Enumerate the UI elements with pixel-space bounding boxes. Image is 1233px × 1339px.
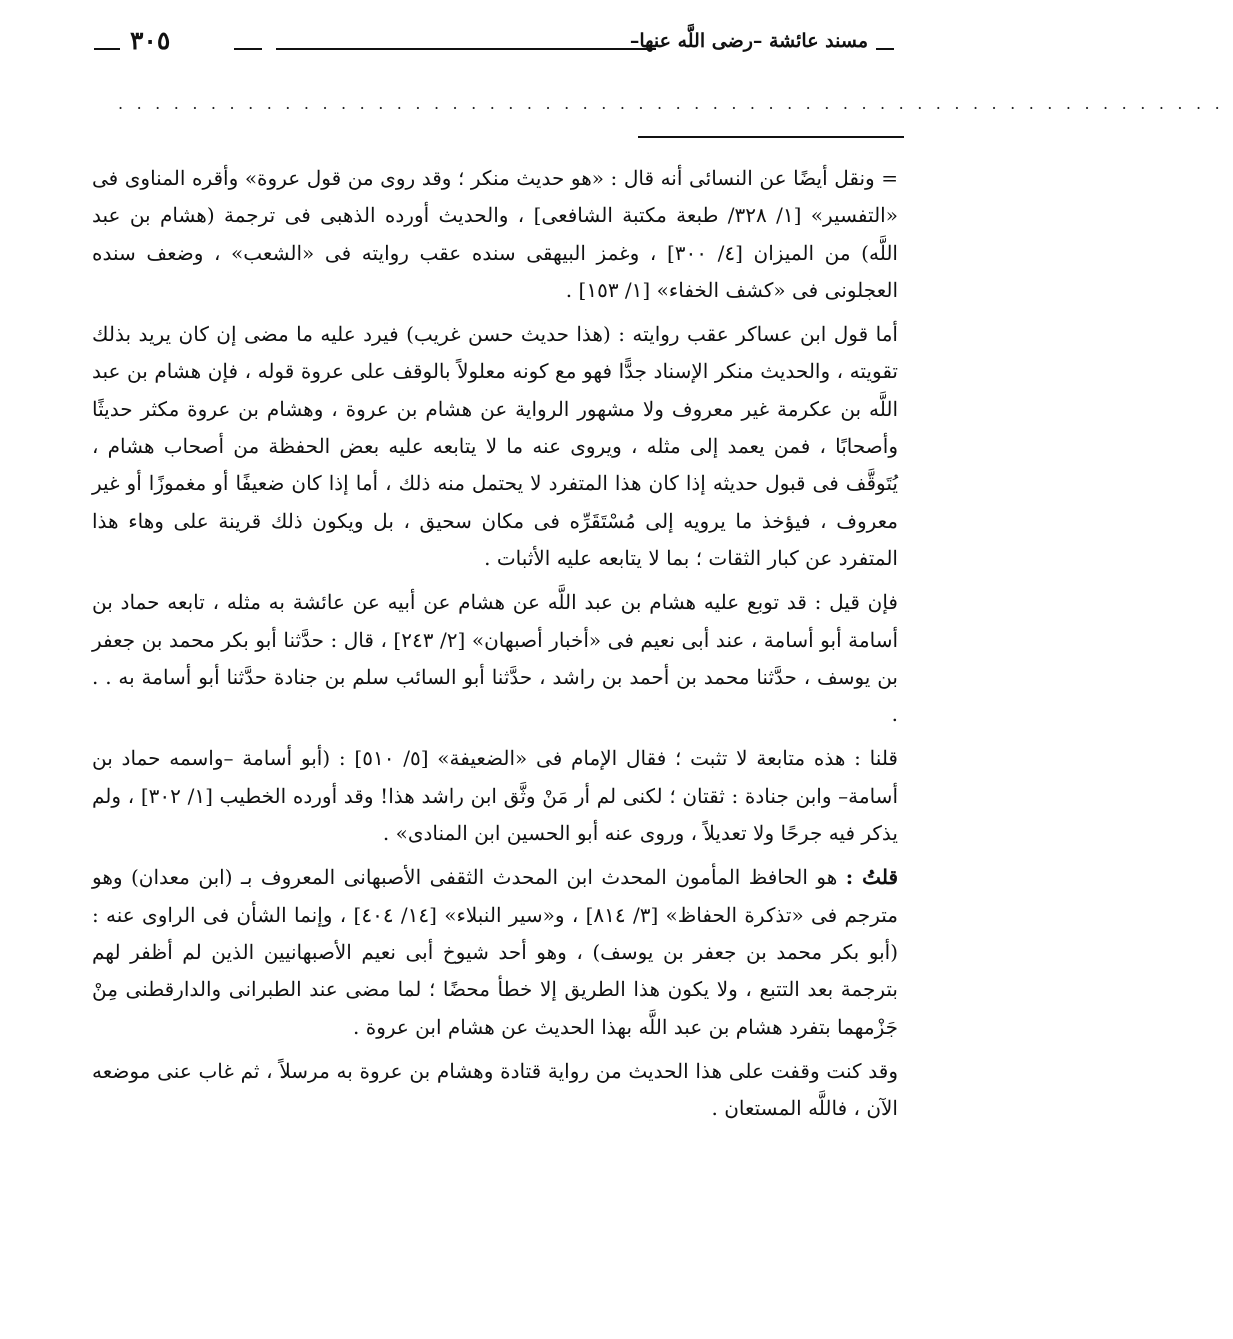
footnote-paragraph: [92, 316, 898, 577]
footnote-separator: [638, 136, 904, 138]
paragraph-text: ونقل أيضًا عن النسائى أنه قال : «هو حديث منكر ؛ وقد روى من قول عروة» وأقره المناوى فى «التفسير» [١/ ٣٢٨/ طبعة مكتبة الشافعى] ، والحديث أورده الذهبى فى ترجمة (هشام بن عبد اللَّه) من الميزان [٤/ ٣٠٠] ، وغمز البيهقى سنده عقب روايته فى «الشعب» ، وضعف سنده العجلونى فى «كشف الخفاء» [١/ ١٥٣] .: [92, 166, 898, 302]
footnote-paragraph: [92, 859, 898, 1045]
running-header: [86, 28, 894, 64]
paragraph-text: فإن قيل : قد توبع عليه هشام بن عبد اللَّه عن هشام عن أبيه عن عائشة به مثله ، تابعه حماد بن أسامة أبو أسامة ، عند أبى نعيم فى «أخبار أصبهان» [٢/ ٢٤٣] ، قال : حدَّثنا أبو بكر محمد بن جعفر بن يوسف ، حدَّثنا محمد بن أحمد بن راشد ، حدَّثنا أبو السائب سلم بن جنادة حدَّثنا أبو أسامة به . . .: [92, 590, 899, 727]
header-dash: [94, 48, 120, 50]
footnote-paragraph: [92, 1053, 898, 1128]
footnote-paragraph: [92, 584, 898, 733]
header-title: مسند عائشة –رضى اللَّه عنها–: [629, 30, 868, 52]
header-dash: [876, 48, 894, 50]
footnote-body: [92, 160, 898, 1134]
footnote-paragraph: [92, 740, 898, 852]
paragraph-text: أما قول ابن عساكر عقب روايته : (هذا حديث حسن غريب) فيرد عليه ما مضى إن كان يريد بذلك تقويته ، والحديث منكر الإسناد جدًّا فهو مع كونه معلولاً بالوقف على عروة قوله ، فإن هشام بن عبد اللَّه بن عكرمة غير معروف ولا مشهور الرواية عن هشام بن عروة ، وهشام بن عروة مكثر حديثًا وأصحابًا ، فمن يعمد إلى مثله ، ويروى عنه ما لا يتابعه عليه بعض الحفظة من أصحاب هشام ، يُتَوقَّف فى قبول حديثه إذا كان هذا المتفرد لا يحتمل منه ذلك ، أما إذا كان ضعيفًا أو مغموزًا أو غير معروف ، فيؤخذ ما يرويه إلى مُسْتَقَرِّه فى مكان سحيق ، بل ويكون ذلك قرينة على وهاء هذا المتفرد عن كبار الثقات ؛ بما لا يتابعه عليه الأثبات .: [92, 322, 898, 570]
paragraph-text: قلنا : هذه متابعة لا تثبت ؛ فقال الإمام فى «الضعيفة» [٥/ ٥١٠] : (أبو أسامة –واسمه حماد بن أسامة– وابن جنادة : ثقتان ؛ لكنى لم أر مَنْ وثَّق ابن راشد هذا! وقد أورده الخطيب [١/ ٣٠٢] ، ولم يذكر فيه جرحًا ولا تعديلاً ، وروى عنه أبو الحسين ابن المنادى» .: [92, 746, 898, 846]
paragraph-text: وقد كنت وقفت على هذا الحديث من رواية قتادة وهشام بن عروة به مرسلاً ، ثم غاب عنى موضعه الآن ، فاللَّه المستعان .: [92, 1058, 898, 1121]
paragraph-text: هو الحافظ المأمون المحدث ابن المحدث الثقفى الأصبهانى المعروف بـ (ابن معدان) وهو مترجم فى «تذكرة الحفاظ» [٣/ ٨١٤] ، و«سير النبلاء» [١٤/ ٤٠٤] ، وإنما الشأن فى الراوى عنه : (أبو بكر محمد بن جعفر بن يوسف) ، وهو أحد شيوخ أبى نعيم الأصبهانيين الذين لم أظفر لهم بترجمة بعد التتبع ، ولا يكون هذا الطريق إلا خطأ محضًا ؛ لما مضى عند الطبرانى والدارقطنى مِنْ جَزْمهما بتفرد هشام بن عبد اللَّه بهذا الحديث عن هشام ابن عروة .: [92, 865, 898, 1039]
ellipsis-line: ............................................................: [118, 94, 1233, 113]
continuation-marker: =: [881, 166, 899, 190]
footnote-paragraph: [92, 160, 898, 309]
header-rule: [276, 48, 656, 50]
header-dash: [234, 48, 262, 50]
paragraph-lead: قلتُ :: [845, 865, 898, 890]
page-number: ٣٠٥: [130, 26, 171, 55]
